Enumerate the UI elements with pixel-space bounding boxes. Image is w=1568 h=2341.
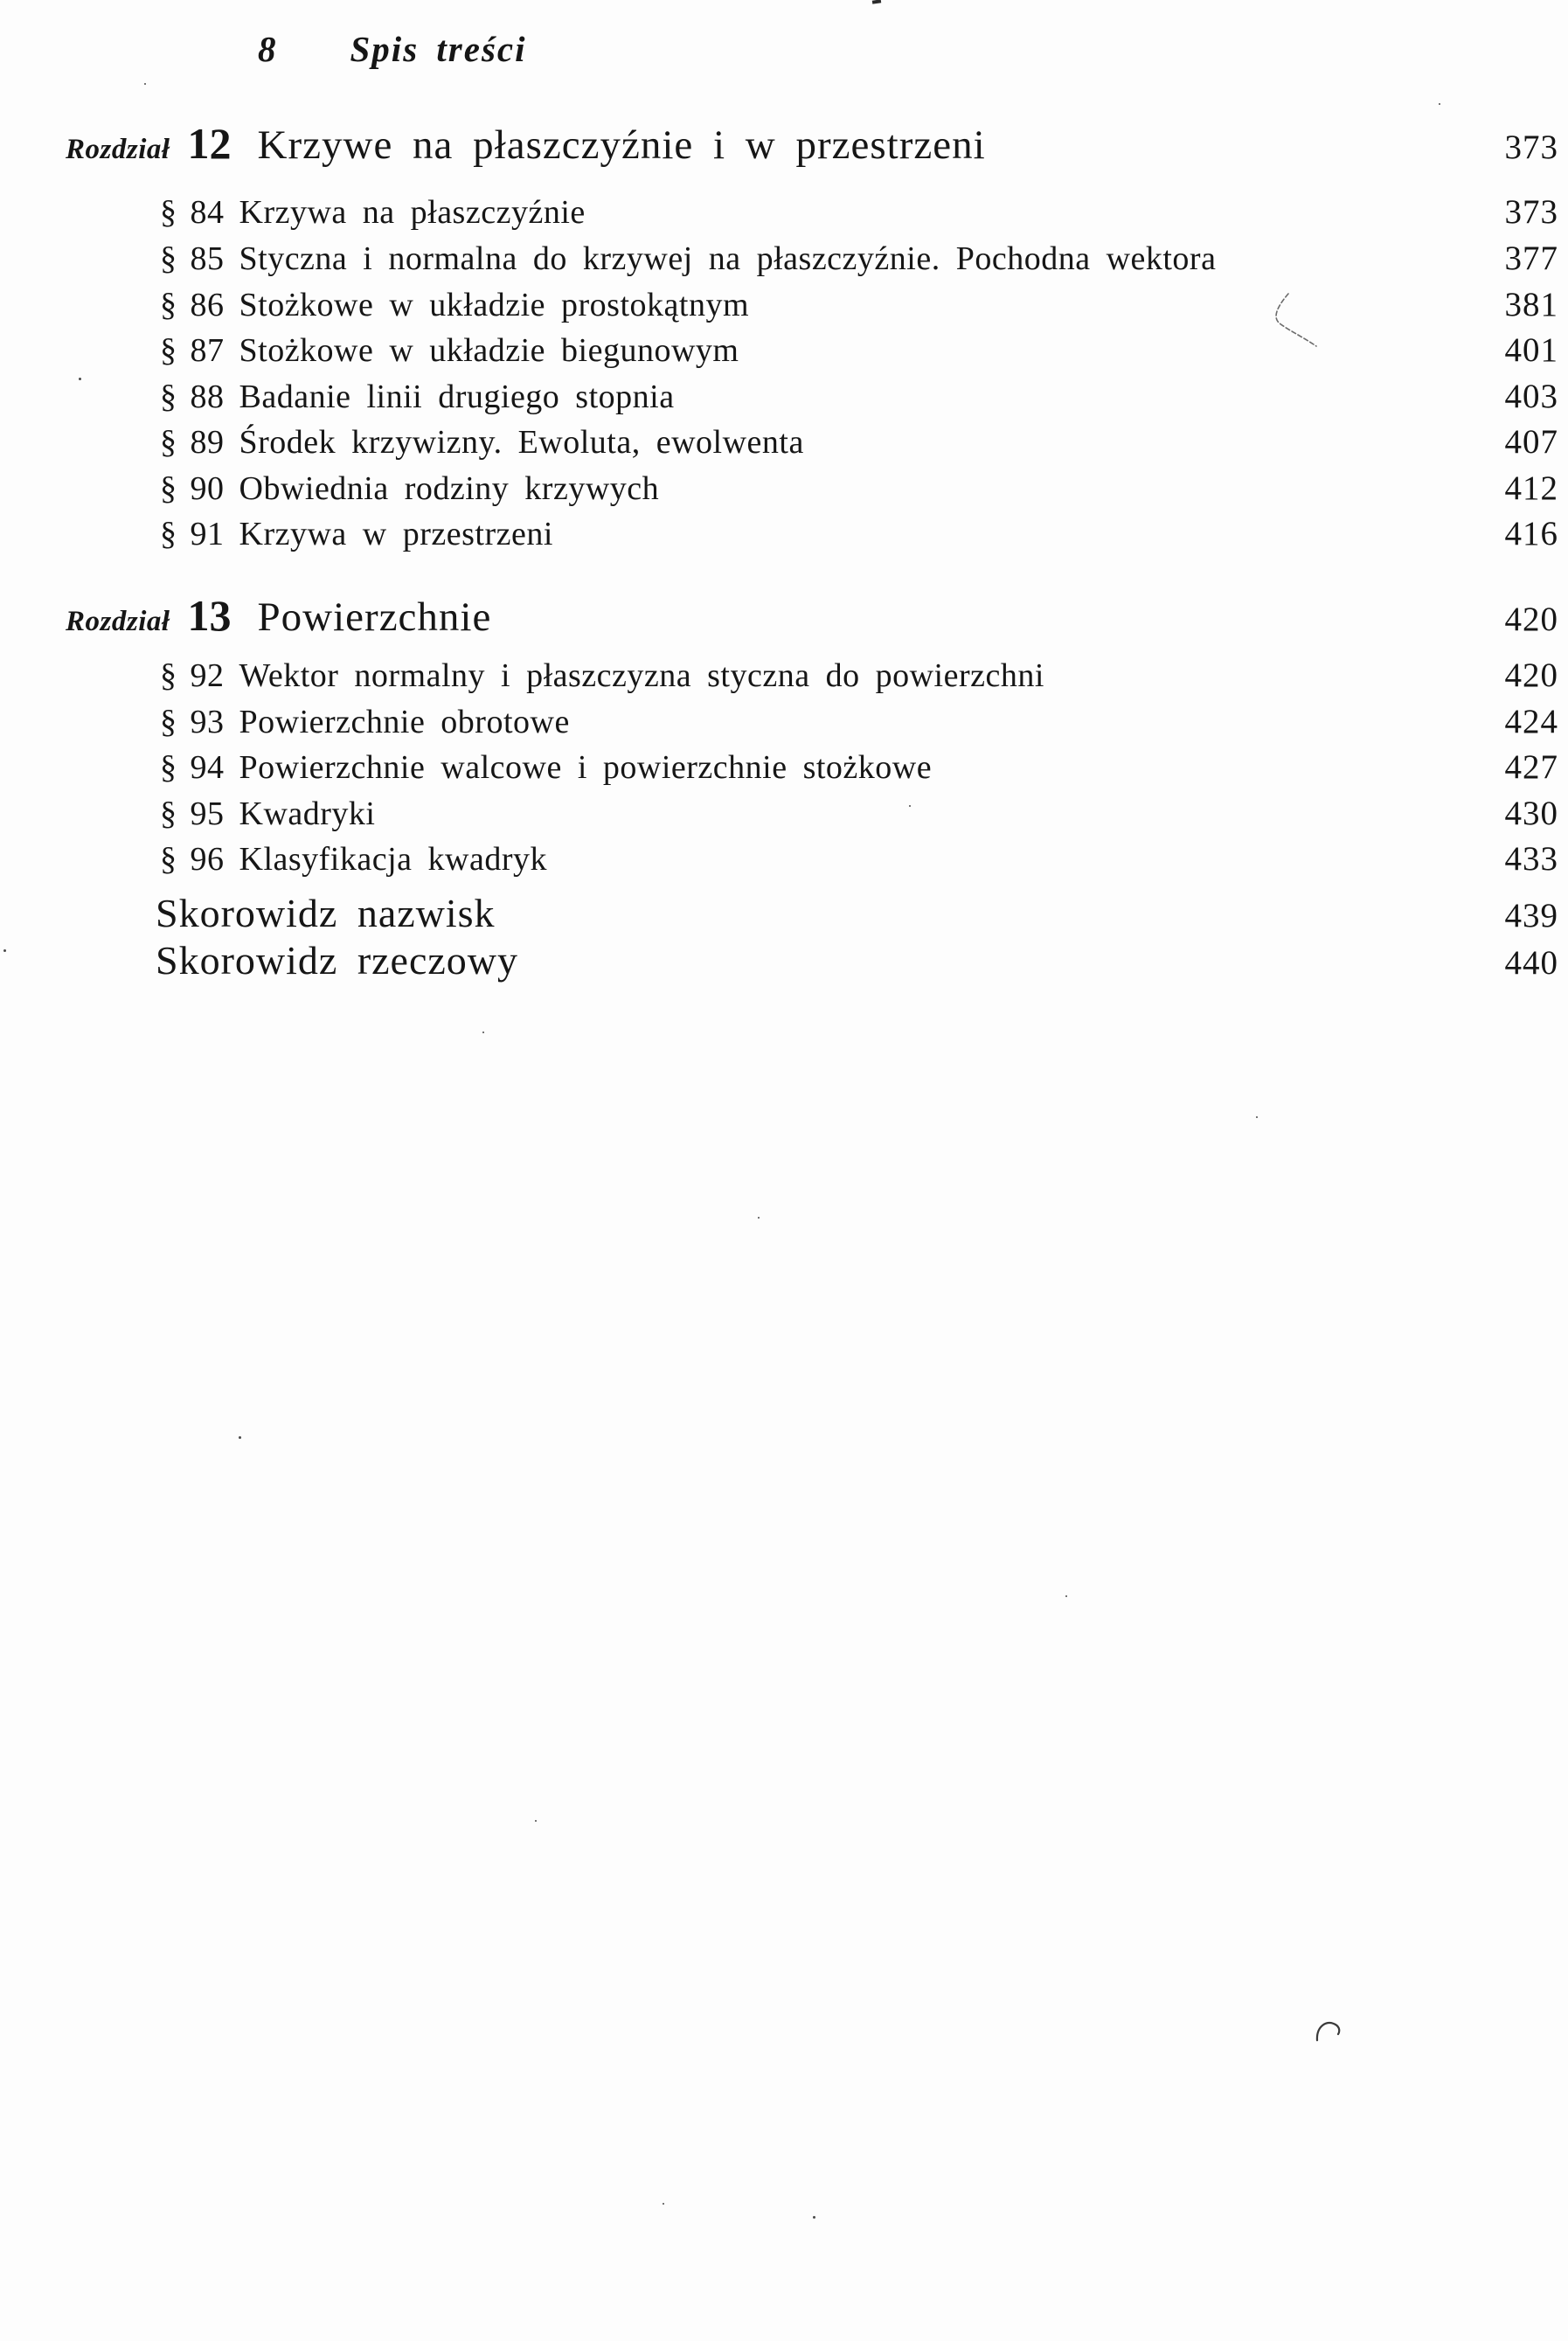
entry-title: Stożkowe w układzie biegunowym (239, 332, 739, 369)
section-number: 88 (190, 379, 225, 415)
section-number: 96 (190, 841, 225, 878)
entry-title: Styczna i normalna do krzywej na płaszczyźnie. Pochodna wektora (239, 240, 1217, 277)
page-ref: 430 (1504, 795, 1558, 832)
page-ref: 401 (1504, 331, 1558, 369)
entry-title: Powierzchnie walcowe i powierzchnie stożkowe (239, 749, 933, 786)
chapter-label: Rozdział (66, 606, 170, 637)
entry-title: Skorowidz nazwisk (156, 891, 496, 935)
noise-dot (1256, 1116, 1258, 1118)
noise-dot (663, 2203, 664, 2205)
section-number: 94 (190, 749, 225, 786)
page-ref: 381 (1504, 286, 1558, 323)
noise-dot (1065, 1595, 1067, 1597)
section-number: 87 (190, 332, 225, 369)
noise-dot (813, 2216, 815, 2219)
section-number: 95 (190, 795, 225, 832)
noise-dot (79, 378, 81, 380)
folio-number: 8 (258, 29, 277, 69)
page-ref: 377 (1504, 240, 1558, 277)
section-mark: § (160, 424, 177, 461)
noise-dot (535, 1820, 537, 1822)
section-mark: § (160, 194, 177, 231)
section-mark: § (160, 657, 177, 694)
section-number: 86 (190, 287, 225, 323)
page-ref: 407 (1504, 423, 1558, 461)
section-number: 91 (190, 516, 225, 552)
section-mark: § (160, 704, 177, 740)
page-ref: 440 (1504, 944, 1558, 982)
toc-entry (160, 516, 1558, 553)
noise-dot (482, 1032, 484, 1033)
entry-title: Badanie linii drugiego stopnia (239, 379, 675, 415)
entry-title: Kwadryki (239, 795, 376, 832)
section-mark: § (160, 516, 177, 552)
chapter-heading (66, 592, 1558, 641)
noise-dot (239, 1436, 241, 1439)
pen-mark-arc (1313, 2018, 1348, 2046)
toc-entry (160, 332, 1558, 370)
page-ref: 412 (1504, 469, 1558, 507)
page-ref: 420 (1504, 656, 1558, 694)
entry-title: Środek krzywizny. Ewoluta, ewolwenta (239, 424, 804, 461)
noise-dot (3, 949, 6, 952)
toc-entry (160, 287, 1558, 324)
running-head (258, 30, 1558, 69)
toc-entry (160, 795, 1558, 833)
back-matter-entry (156, 892, 1558, 936)
section-number: 92 (190, 657, 225, 694)
toc-entry (160, 240, 1558, 278)
entry-title: Powierzchnie obrotowe (239, 704, 570, 740)
section-mark: § (160, 287, 177, 323)
section-mark: § (160, 470, 177, 507)
page-ref: 439 (1504, 897, 1558, 934)
noise-dot (758, 1217, 760, 1219)
noise-dot (909, 805, 911, 807)
toc-entry (160, 657, 1558, 695)
section-mark: § (160, 841, 177, 878)
page-ref: 427 (1504, 748, 1558, 786)
page-ref: 416 (1504, 515, 1558, 552)
toc-entry (160, 470, 1558, 508)
entry-title: Wektor normalny i płaszczyzna styczna do powierzchni (239, 657, 1044, 694)
toc-entry (160, 841, 1558, 879)
noise-dot (144, 83, 146, 85)
section-number: 93 (190, 704, 225, 740)
toc-entry (160, 749, 1558, 787)
entry-title: Obwiednia rodziny krzywych (239, 470, 660, 507)
toc-entry (160, 424, 1558, 462)
entry-title: Krzywa w przestrzeni (239, 516, 553, 552)
page-ref: 373 (1504, 129, 1558, 166)
page-ref: 424 (1504, 703, 1558, 740)
chapter-label: Rozdział (66, 134, 170, 165)
section-mark: § (160, 240, 177, 277)
section-number: 89 (190, 424, 225, 461)
page-ref: 433 (1504, 840, 1558, 878)
section-mark: § (160, 332, 177, 369)
entry-title: Skorowidz rzeczowy (156, 938, 519, 983)
section-number: 90 (190, 470, 225, 507)
page-ref: 420 (1504, 601, 1558, 638)
section-mark: § (160, 795, 177, 832)
section-number: 84 (190, 194, 225, 231)
toc-entry (160, 704, 1558, 741)
chapter-title: Krzywe na płaszczyźnie i w przestrzeni (257, 122, 986, 168)
entry-title: Krzywa na płaszczyźnie (239, 194, 586, 231)
section-mark: § (160, 749, 177, 786)
page-title: Spis treści (350, 29, 527, 69)
chapter-number: 12 (187, 119, 232, 168)
chapter-number: 13 (187, 591, 232, 640)
back-matter-entry (156, 939, 1558, 983)
entry-title: Stożkowe w układzie prostokątnym (239, 287, 750, 323)
page-ref: 373 (1504, 193, 1558, 231)
section-number: 85 (190, 240, 225, 277)
toc-entry (160, 194, 1558, 232)
noise-dot (1439, 103, 1440, 105)
chapter-heading (66, 120, 1558, 169)
toc-entry (160, 379, 1558, 416)
scan-edge-mark (872, 0, 881, 4)
section-mark: § (160, 379, 177, 415)
chapter-title: Powierzchnie (257, 594, 492, 640)
entry-title: Klasyfikacja kwadryk (239, 841, 547, 878)
page-ref: 403 (1504, 378, 1558, 415)
